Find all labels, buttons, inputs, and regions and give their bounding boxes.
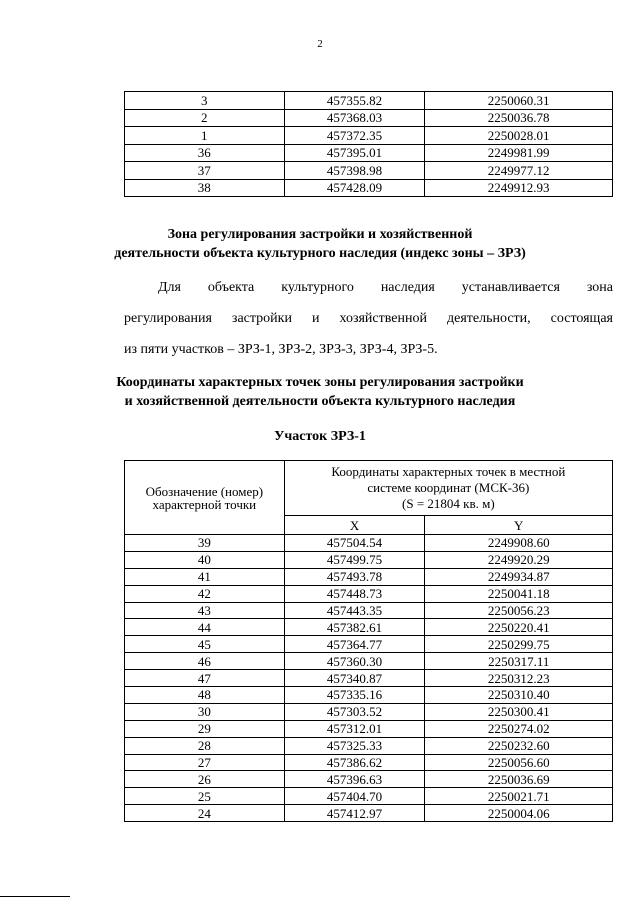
y-cell: 2250021.71 [425,788,613,805]
coordinates-header-line-3: (S = 21804 кв. м) [402,496,495,511]
point-number-cell: 36 [125,144,285,162]
y-cell: 2250041.18 [425,585,613,602]
point-designation-header: Обозначение (номер) характерной точки [125,461,285,535]
point-number-cell: 46 [125,653,285,670]
x-cell: 457355.82 [284,92,425,110]
x-cell: 457312.01 [284,720,425,737]
table-header [125,461,613,535]
y-cell: 2250232.60 [425,737,613,754]
point-number-cell: 1 [125,127,285,145]
y-cell: 2250312.23 [425,670,613,687]
x-cell: 457398.98 [284,162,425,180]
table-row [125,619,613,636]
table-row [125,551,613,568]
zone-heading [0,225,640,263]
point-number-cell: 40 [125,551,285,568]
x-cell: 457504.54 [284,535,425,552]
x-cell: 457428.09 [284,179,425,197]
x-cell: 457364.77 [284,636,425,653]
point-number-cell: 39 [125,535,285,552]
point-number-cell: 24 [125,805,285,822]
paragraph-line-2: регулирования застройки и хозяйственной деятельности, состоящая [124,311,613,326]
table-row [125,653,613,670]
x-cell: 457395.01 [284,144,425,162]
table-row [125,585,613,602]
x-cell: 457386.62 [284,754,425,771]
table-row [125,687,613,704]
table-row [125,144,613,162]
point-number-cell: 29 [125,720,285,737]
coordinates-header-line-1: Координаты характерных точек в местной [331,464,566,479]
y-cell: 2250004.06 [425,805,613,822]
x-cell: 457396.63 [284,771,425,788]
table-row [125,109,613,127]
zrz1-coordinates-table [124,460,613,822]
x-header: X [284,516,425,535]
point-number-cell: 38 [125,179,285,197]
table-row [125,92,613,110]
y-cell: 2250299.75 [425,636,613,653]
x-cell: 457448.73 [284,585,425,602]
table-row [125,636,613,653]
y-cell: 2250310.40 [425,687,613,704]
coordinates-header [284,461,612,516]
x-cell: 457443.35 [284,602,425,619]
point-number-cell: 25 [125,788,285,805]
coordinates-heading [0,373,640,411]
y-cell: 2250274.02 [425,720,613,737]
x-cell: 457499.75 [284,551,425,568]
x-cell: 457368.03 [284,109,425,127]
paragraph-line-1: Для объекта культурного наследия устанавливается зона [158,280,613,295]
section-heading: Участок ЗРЗ-1 [274,429,366,444]
point-number-cell: 27 [125,754,285,771]
x-cell: 457303.52 [284,703,425,720]
y-cell: 2250028.01 [425,127,613,145]
footer-divider [0,896,70,897]
x-cell: 457360.30 [284,653,425,670]
top-table-body [125,92,613,197]
table-row [125,720,613,737]
table-row [125,771,613,788]
y-cell: 2250036.69 [425,771,613,788]
zone-heading-line-2: деятельности объекта культурного наследия (индекс зоны – ЗРЗ) [114,246,526,261]
x-cell: 457404.70 [284,788,425,805]
point-number-cell: 48 [125,687,285,704]
point-number-cell: 41 [125,568,285,585]
zone-heading-line-1: Зона регулирования застройки и хозяйственной [167,227,473,242]
x-cell: 457493.78 [284,568,425,585]
table-row [125,602,613,619]
x-cell: 457325.33 [284,737,425,754]
table-row [125,788,613,805]
y-cell: 2250036.78 [425,109,613,127]
point-number-cell: 2 [125,109,285,127]
table-row [125,737,613,754]
point-number-cell: 47 [125,670,285,687]
y-cell: 2249934.87 [425,568,613,585]
page-number: 2 [317,38,323,50]
coordinates-heading-line-1: Координаты характерных точек зоны регулирования застройки [116,375,524,390]
y-cell: 2250056.60 [425,754,613,771]
y-cell: 2249908.60 [425,535,613,552]
point-number-cell: 37 [125,162,285,180]
table-row [125,703,613,720]
y-cell: 2250300.41 [425,703,613,720]
table-row [125,179,613,197]
table-row [125,568,613,585]
point-number-cell: 45 [125,636,285,653]
table-row [125,670,613,687]
table-row [125,754,613,771]
point-number-cell: 44 [125,619,285,636]
point-number-cell: 3 [125,92,285,110]
x-cell: 457412.97 [284,805,425,822]
coordinates-header-line-2: системе координат (МСК-36) [367,480,530,495]
y-cell: 2249981.99 [425,144,613,162]
y-cell: 2249912.93 [425,179,613,197]
table-row [125,162,613,180]
y-cell: 2250060.31 [425,92,613,110]
y-cell: 2250317.11 [425,653,613,670]
x-cell: 457340.87 [284,670,425,687]
point-number-cell: 30 [125,703,285,720]
main-table-body [125,535,613,822]
y-header: Y [425,516,613,535]
y-cell: 2250056.23 [425,602,613,619]
y-cell: 2250220.41 [425,619,613,636]
table-row [125,535,613,552]
table-row [125,127,613,145]
x-cell: 457382.61 [284,619,425,636]
top-coordinates-table [124,91,613,197]
paragraph-line-3: из пяти участков – ЗРЗ-1, ЗРЗ-2, ЗРЗ-3, ЗРЗ-4, ЗРЗ-5. [124,342,438,357]
y-cell: 2249920.29 [425,551,613,568]
x-cell: 457335.16 [284,687,425,704]
point-number-cell: 26 [125,771,285,788]
coordinates-heading-line-2: и хозяйственной деятельности объекта культурного наследия [124,394,516,409]
point-number-cell: 43 [125,602,285,619]
table-row [125,805,613,822]
zone-paragraph [124,272,613,365]
header-row [125,461,613,516]
x-cell: 457372.35 [284,127,425,145]
point-number-cell: 28 [125,737,285,754]
y-cell: 2249977.12 [425,162,613,180]
point-number-cell: 42 [125,585,285,602]
